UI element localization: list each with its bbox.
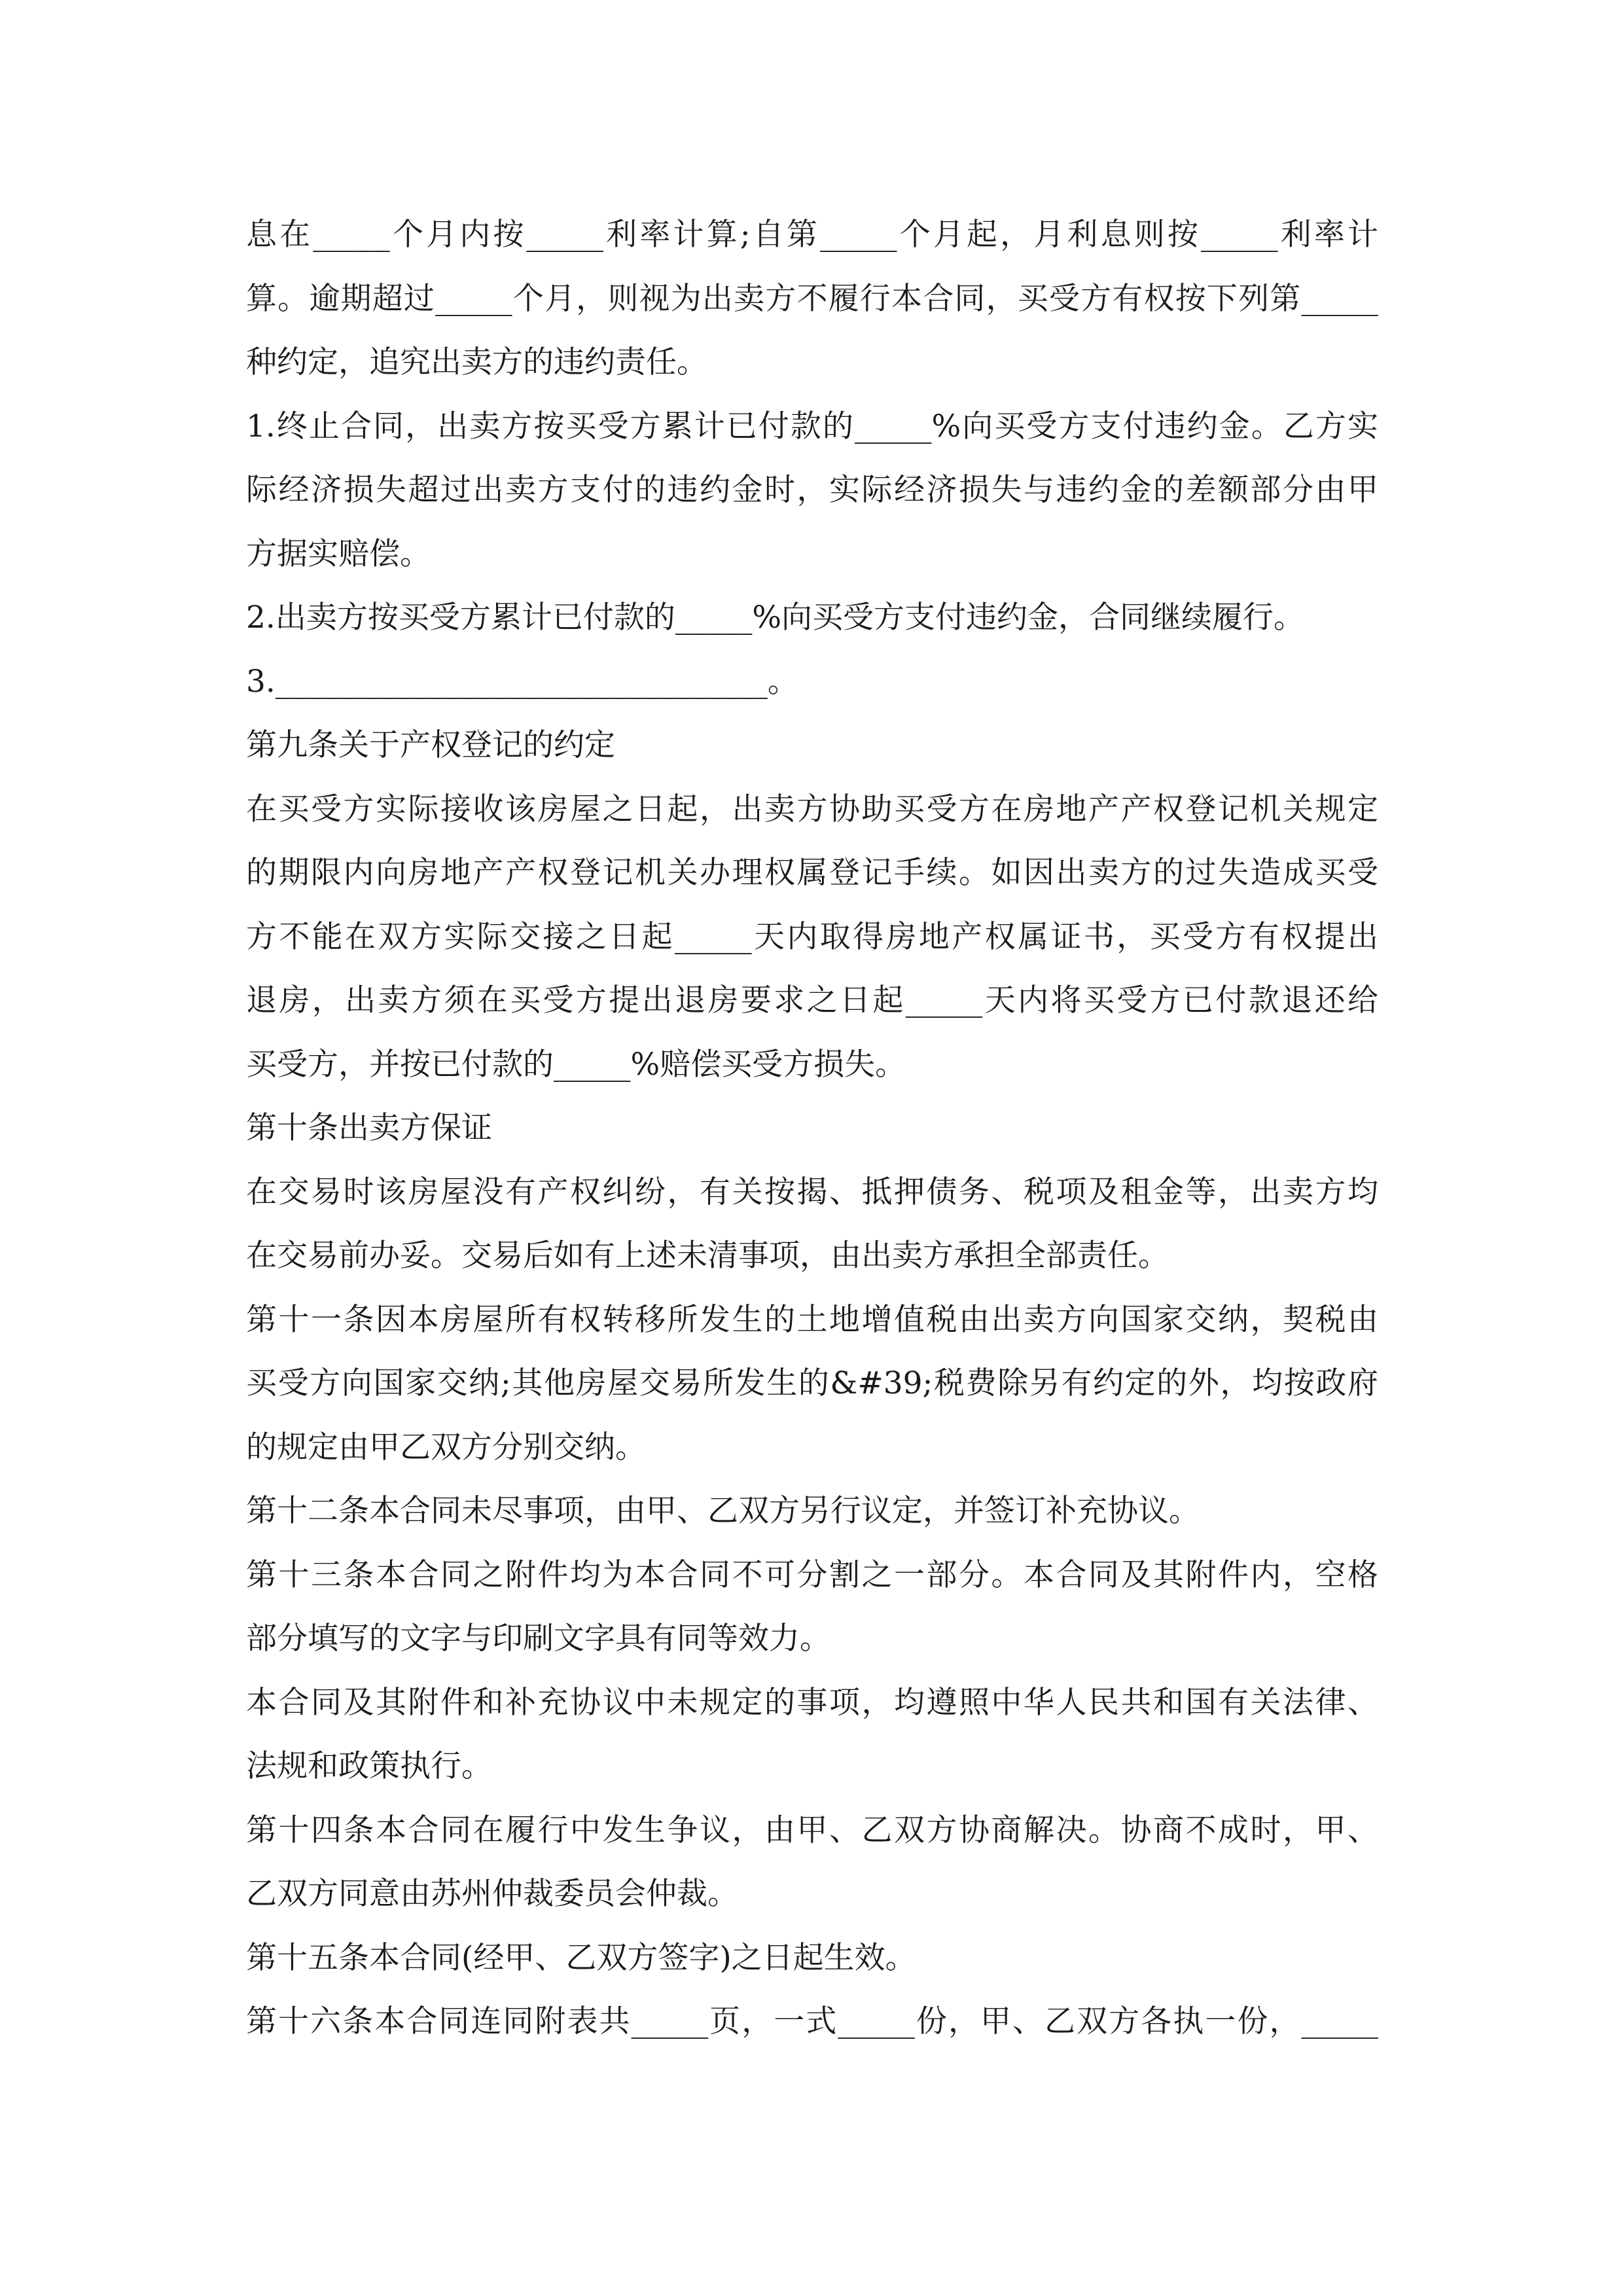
text-line: 退房，出卖方须在买受方提出退房要求之日起_____天内将买受方已付款退还给 — [246, 982, 1378, 1018]
text-line: 种约定，追究出卖方的违约责任。 — [246, 344, 707, 380]
text-line: 买受方，并按已付款的_____%赔偿买受方损失。 — [246, 1046, 906, 1083]
text-line: 息在_____个月内按_____利率计算;自第_____个月起，月利息则按_____利率计 — [246, 217, 1378, 253]
text-line: 的期限内向房地产产权登记机关办理权属登记手续。如因出卖方的过失造成买受 — [246, 855, 1378, 891]
text-line: 方据实赔偿。 — [246, 535, 431, 572]
text-line: 第十五条本合同(经甲、乙双方签字)之日起生效。 — [246, 1939, 916, 1976]
text-line: 方不能在双方实际交接之日起_____天内取得房地产权属证书，买受方有权提出 — [246, 918, 1378, 955]
text-line: 第十三条本合同之附件均为本合同不可分割之一部分。本合同及其附件内，空格 — [246, 1556, 1378, 1593]
text-line: 第十四条本合同在履行中发生争议，由甲、乙双方协商解决。协商不成时，甲、 — [246, 1812, 1378, 1848]
text-line: 2.出卖方按买受方累计已付款的_____%向买受方支付违约金，合同继续履行。 — [246, 600, 1305, 636]
text-line: 在交易时该房屋没有产权纠纷，有关按揭、抵押债务、税项及租金等，出卖方均 — [246, 1174, 1378, 1210]
text-line: 1.终止合同，出卖方按买受方累计已付款的_____%向买受方支付违约金。乙方实 — [246, 408, 1378, 444]
text-line: 部分填写的文字与印刷文字具有同等效力。 — [246, 1621, 830, 1657]
text-line: 的规定由甲乙双方分别交纳。 — [246, 1429, 646, 1465]
text-line: 乙双方同意由苏州仲裁委员会仲裁。 — [246, 1876, 738, 1912]
text-line: 第十一条因本房屋所有权转移所发生的土地增值税由出卖方向国家交纳，契税由 — [246, 1301, 1378, 1338]
text-line: 3.________________________________。 — [246, 663, 798, 700]
text-line: 法规和政策执行。 — [246, 1748, 492, 1784]
text-line: 在买受方实际接收该房屋之日起，出卖方协助买受方在房地产产权登记机关规定 — [246, 791, 1378, 827]
text-line: 买受方向国家交纳;其他房屋交易所发生的&#39;税费除另有约定的外，均按政府 — [246, 1365, 1378, 1401]
text-line: 际经济损失超过出卖方支付的违约金时，实际经济损失与违约金的差额部分由甲 — [246, 472, 1378, 508]
contract-page — [246, 203, 1378, 2054]
text-line: 算。逾期超过_____个月，则视为出卖方不履行本合同，买受方有权按下列第_____ — [246, 280, 1378, 317]
text-line: 第十六条本合同连同附表共_____页，一式_____份，甲、乙双方各执一份，_____ — [246, 2003, 1378, 2039]
section-heading: 第九条关于产权登记的约定 — [246, 727, 615, 763]
text-line: 在交易前办妥。交易后如有上述未清事项，由出卖方承担全部责任。 — [246, 1238, 1169, 1274]
section-heading: 第十条出卖方保证 — [246, 1110, 492, 1146]
text-line: 第十二条本合同未尽事项，由甲、乙双方另行议定，并签订补充协议。 — [246, 1493, 1200, 1529]
text-line: 本合同及其附件和补充协议中未规定的事项，均遵照中华人民共和国有关法律、 — [246, 1684, 1378, 1721]
